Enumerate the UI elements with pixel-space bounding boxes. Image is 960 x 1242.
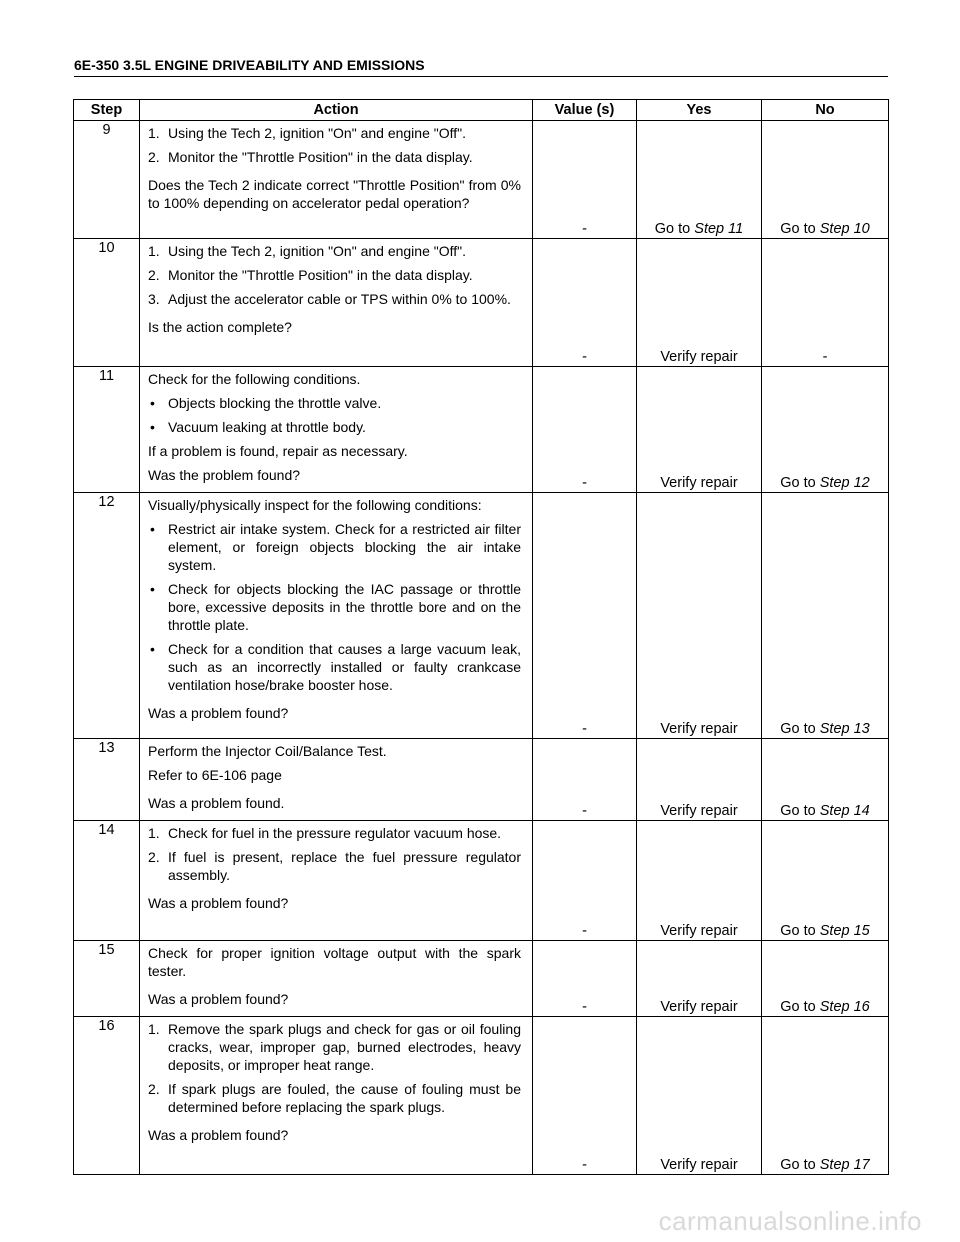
table-row bbox=[74, 493, 889, 739]
no-cell bbox=[762, 239, 889, 367]
action-cell bbox=[140, 941, 533, 1017]
no-text: - bbox=[822, 349, 828, 365]
step-text: Using the Tech 2, ignition "On" and engine "Off". bbox=[168, 243, 466, 259]
step-number: 12 bbox=[74, 493, 140, 739]
step-index: 2. bbox=[148, 1081, 160, 1097]
value-cell: - bbox=[533, 739, 637, 821]
action-text: Refer to 6E-106 page bbox=[148, 767, 282, 783]
action-text: Was the problem found? bbox=[148, 467, 301, 483]
question-text: Does the Tech 2 indicate correct "Throttle Position" from 0% to 100% depending on accelerator pedal operation? bbox=[148, 177, 521, 211]
yes-cell bbox=[637, 821, 762, 941]
step-number: 11 bbox=[74, 367, 140, 493]
numbered-step bbox=[148, 242, 521, 260]
numbered-step bbox=[148, 1080, 521, 1116]
yes-cell bbox=[637, 121, 762, 239]
numbered-step bbox=[148, 148, 521, 166]
numbered-step bbox=[148, 290, 521, 308]
no-text: Go to bbox=[780, 923, 820, 939]
no-text: Go to bbox=[780, 475, 820, 491]
value-cell: - bbox=[533, 367, 637, 493]
table-row bbox=[74, 1017, 889, 1175]
bullet-icon: • bbox=[150, 641, 155, 657]
step-index: 3. bbox=[148, 291, 160, 307]
col-header-action: Action bbox=[140, 100, 533, 121]
step-index: 1. bbox=[148, 125, 160, 141]
action-text: If a problem is found, repair as necessary. bbox=[148, 443, 408, 459]
yes-text: Verify repair bbox=[660, 475, 738, 491]
action-text: Check for proper ignition voltage output with the spark tester. bbox=[148, 945, 521, 979]
table-row bbox=[74, 941, 889, 1017]
step-text: Using the Tech 2, ignition "On" and engine "Off". bbox=[168, 125, 466, 141]
yes-text: Verify repair bbox=[660, 1157, 738, 1173]
step-number: 9 bbox=[74, 121, 140, 239]
step-number: 10 bbox=[74, 239, 140, 367]
step-index: 2. bbox=[148, 149, 160, 165]
step-text: Check for fuel in the pressure regulator vacuum hose. bbox=[168, 825, 502, 841]
yes-cell bbox=[637, 1017, 762, 1175]
no-cell bbox=[762, 739, 889, 821]
step-index: 1. bbox=[148, 825, 160, 841]
table-row bbox=[74, 821, 889, 941]
question-text: Was a problem found? bbox=[148, 1127, 289, 1143]
numbered-step bbox=[148, 848, 521, 884]
value-cell: - bbox=[533, 121, 637, 239]
table-row bbox=[74, 367, 889, 493]
yes-step-ref[interactable]: Step 11 bbox=[694, 221, 744, 237]
action-cell bbox=[140, 367, 533, 493]
yes-cell bbox=[637, 493, 762, 739]
value-cell: - bbox=[533, 941, 637, 1017]
value-cell: - bbox=[533, 493, 637, 739]
question-text: Was a problem found? bbox=[148, 991, 289, 1007]
action-cell bbox=[140, 239, 533, 367]
step-text: Monitor the "Throttle Position" in the data display. bbox=[168, 267, 473, 283]
question-text: Was a problem found? bbox=[148, 895, 289, 911]
no-text: Go to bbox=[780, 999, 820, 1015]
numbered-step bbox=[148, 824, 521, 842]
step-text: Monitor the "Throttle Position" in the data display. bbox=[168, 149, 473, 165]
yes-cell bbox=[637, 367, 762, 493]
no-cell bbox=[762, 367, 889, 493]
no-text: Go to bbox=[780, 803, 820, 819]
bullet-item bbox=[148, 418, 521, 436]
step-number: 14 bbox=[74, 821, 140, 941]
yes-text: Verify repair bbox=[660, 803, 738, 819]
table-row bbox=[74, 121, 889, 239]
yes-text: Go to bbox=[654, 221, 695, 237]
step-index: 1. bbox=[148, 243, 160, 259]
question-text: Is the action complete? bbox=[148, 319, 292, 335]
action-cell bbox=[140, 821, 533, 941]
bullet-item bbox=[148, 394, 521, 412]
numbered-step bbox=[148, 124, 521, 142]
bullet-text: Objects blocking the throttle valve. bbox=[168, 395, 382, 411]
bullet-icon: • bbox=[150, 521, 155, 537]
step-number: 16 bbox=[74, 1017, 140, 1175]
no-text: Go to bbox=[780, 1157, 820, 1173]
yes-cell bbox=[637, 941, 762, 1017]
step-index: 1. bbox=[148, 1021, 160, 1037]
yes-text: Verify repair bbox=[660, 349, 738, 365]
step-text: Adjust the accelerator cable or TPS within 0% to 100%. bbox=[168, 291, 511, 307]
no-cell bbox=[762, 121, 889, 239]
bullet-icon: • bbox=[150, 581, 155, 597]
step-number: 13 bbox=[74, 739, 140, 821]
question-text: Was a problem found? bbox=[148, 705, 289, 721]
action-cell bbox=[140, 493, 533, 739]
yes-cell bbox=[637, 239, 762, 367]
step-number: 15 bbox=[74, 941, 140, 1017]
no-text: Go to bbox=[780, 221, 820, 237]
col-header-yes: Yes bbox=[637, 100, 762, 121]
step-text: If fuel is present, replace the fuel pressure regulator assembly. bbox=[168, 849, 521, 883]
header-rule bbox=[74, 76, 888, 77]
table-header-row bbox=[74, 100, 889, 121]
action-cell bbox=[140, 121, 533, 239]
no-step-ref[interactable]: Step 15 bbox=[819, 923, 870, 939]
value-cell: - bbox=[533, 239, 637, 367]
action-text: Perform the Injector Coil/Balance Test. bbox=[148, 743, 387, 759]
page-header-title: 6E-350 3.5L ENGINE DRIVEABILITY AND EMISSIONS bbox=[74, 57, 425, 73]
no-step-ref[interactable]: Step 13 bbox=[819, 721, 870, 737]
step-index: 2. bbox=[148, 267, 160, 283]
no-cell bbox=[762, 493, 889, 739]
no-text: Go to bbox=[780, 721, 820, 737]
yes-text: Verify repair bbox=[660, 999, 738, 1015]
step-text: Remove the spark plugs and check for gas or oil fouling cracks, wear, improper gap, burned electrodes, heavy deposits, or improper heat range. bbox=[168, 1021, 521, 1073]
bullet-item bbox=[148, 640, 521, 694]
value-cell: - bbox=[533, 821, 637, 941]
step-text: If spark plugs are fouled, the cause of fouling must be determined before replacing the spark plugs. bbox=[168, 1081, 521, 1115]
numbered-step bbox=[148, 1020, 521, 1074]
no-step-ref[interactable]: Step 14 bbox=[819, 803, 870, 819]
col-header-step: Step bbox=[74, 100, 140, 121]
no-step-ref[interactable]: Step 12 bbox=[819, 475, 870, 491]
bullet-item bbox=[148, 520, 521, 574]
bullet-text: Check for a condition that causes a large vacuum leak, such as an incorrectly installed or faulty crankcase ventilation hose/brake booster hose. bbox=[168, 641, 521, 693]
diagnostic-table bbox=[73, 99, 889, 1175]
yes-text: Verify repair bbox=[660, 721, 738, 737]
no-cell bbox=[762, 821, 889, 941]
table-row bbox=[74, 739, 889, 821]
no-step-ref[interactable]: Step 10 bbox=[819, 221, 870, 237]
bullet-text: Restrict air intake system. Check for a restricted air filter element, or foreign objects blocking the air intake system. bbox=[168, 521, 521, 573]
numbered-step bbox=[148, 266, 521, 284]
bullet-icon: • bbox=[150, 395, 155, 411]
step-index: 2. bbox=[148, 849, 160, 865]
value-cell: - bbox=[533, 1017, 637, 1175]
yes-cell bbox=[637, 739, 762, 821]
bullet-item bbox=[148, 580, 521, 634]
action-cell bbox=[140, 1017, 533, 1175]
bullet-icon: • bbox=[150, 419, 155, 435]
col-header-no: No bbox=[762, 100, 889, 121]
bullet-text: Vacuum leaking at throttle body. bbox=[168, 419, 366, 435]
no-cell bbox=[762, 1017, 889, 1175]
action-text: Check for the following conditions. bbox=[148, 371, 361, 387]
no-cell bbox=[762, 941, 889, 1017]
action-cell bbox=[140, 739, 533, 821]
action-text: Visually/physically inspect for the following conditions: bbox=[148, 497, 482, 513]
no-step-ref[interactable]: Step 16 bbox=[819, 999, 870, 1015]
watermark: carmanualsonline.info bbox=[658, 1206, 922, 1236]
bullet-text: Check for objects blocking the IAC passage or throttle bore, excessive deposits in the throttle bore and on the throttle plate. bbox=[168, 581, 521, 633]
question-text: Was a problem found. bbox=[148, 795, 285, 811]
table-row bbox=[74, 239, 889, 367]
yes-text: Verify repair bbox=[660, 923, 738, 939]
col-header-value: Value (s) bbox=[533, 100, 637, 121]
no-step-ref[interactable]: Step 17 bbox=[819, 1157, 870, 1173]
